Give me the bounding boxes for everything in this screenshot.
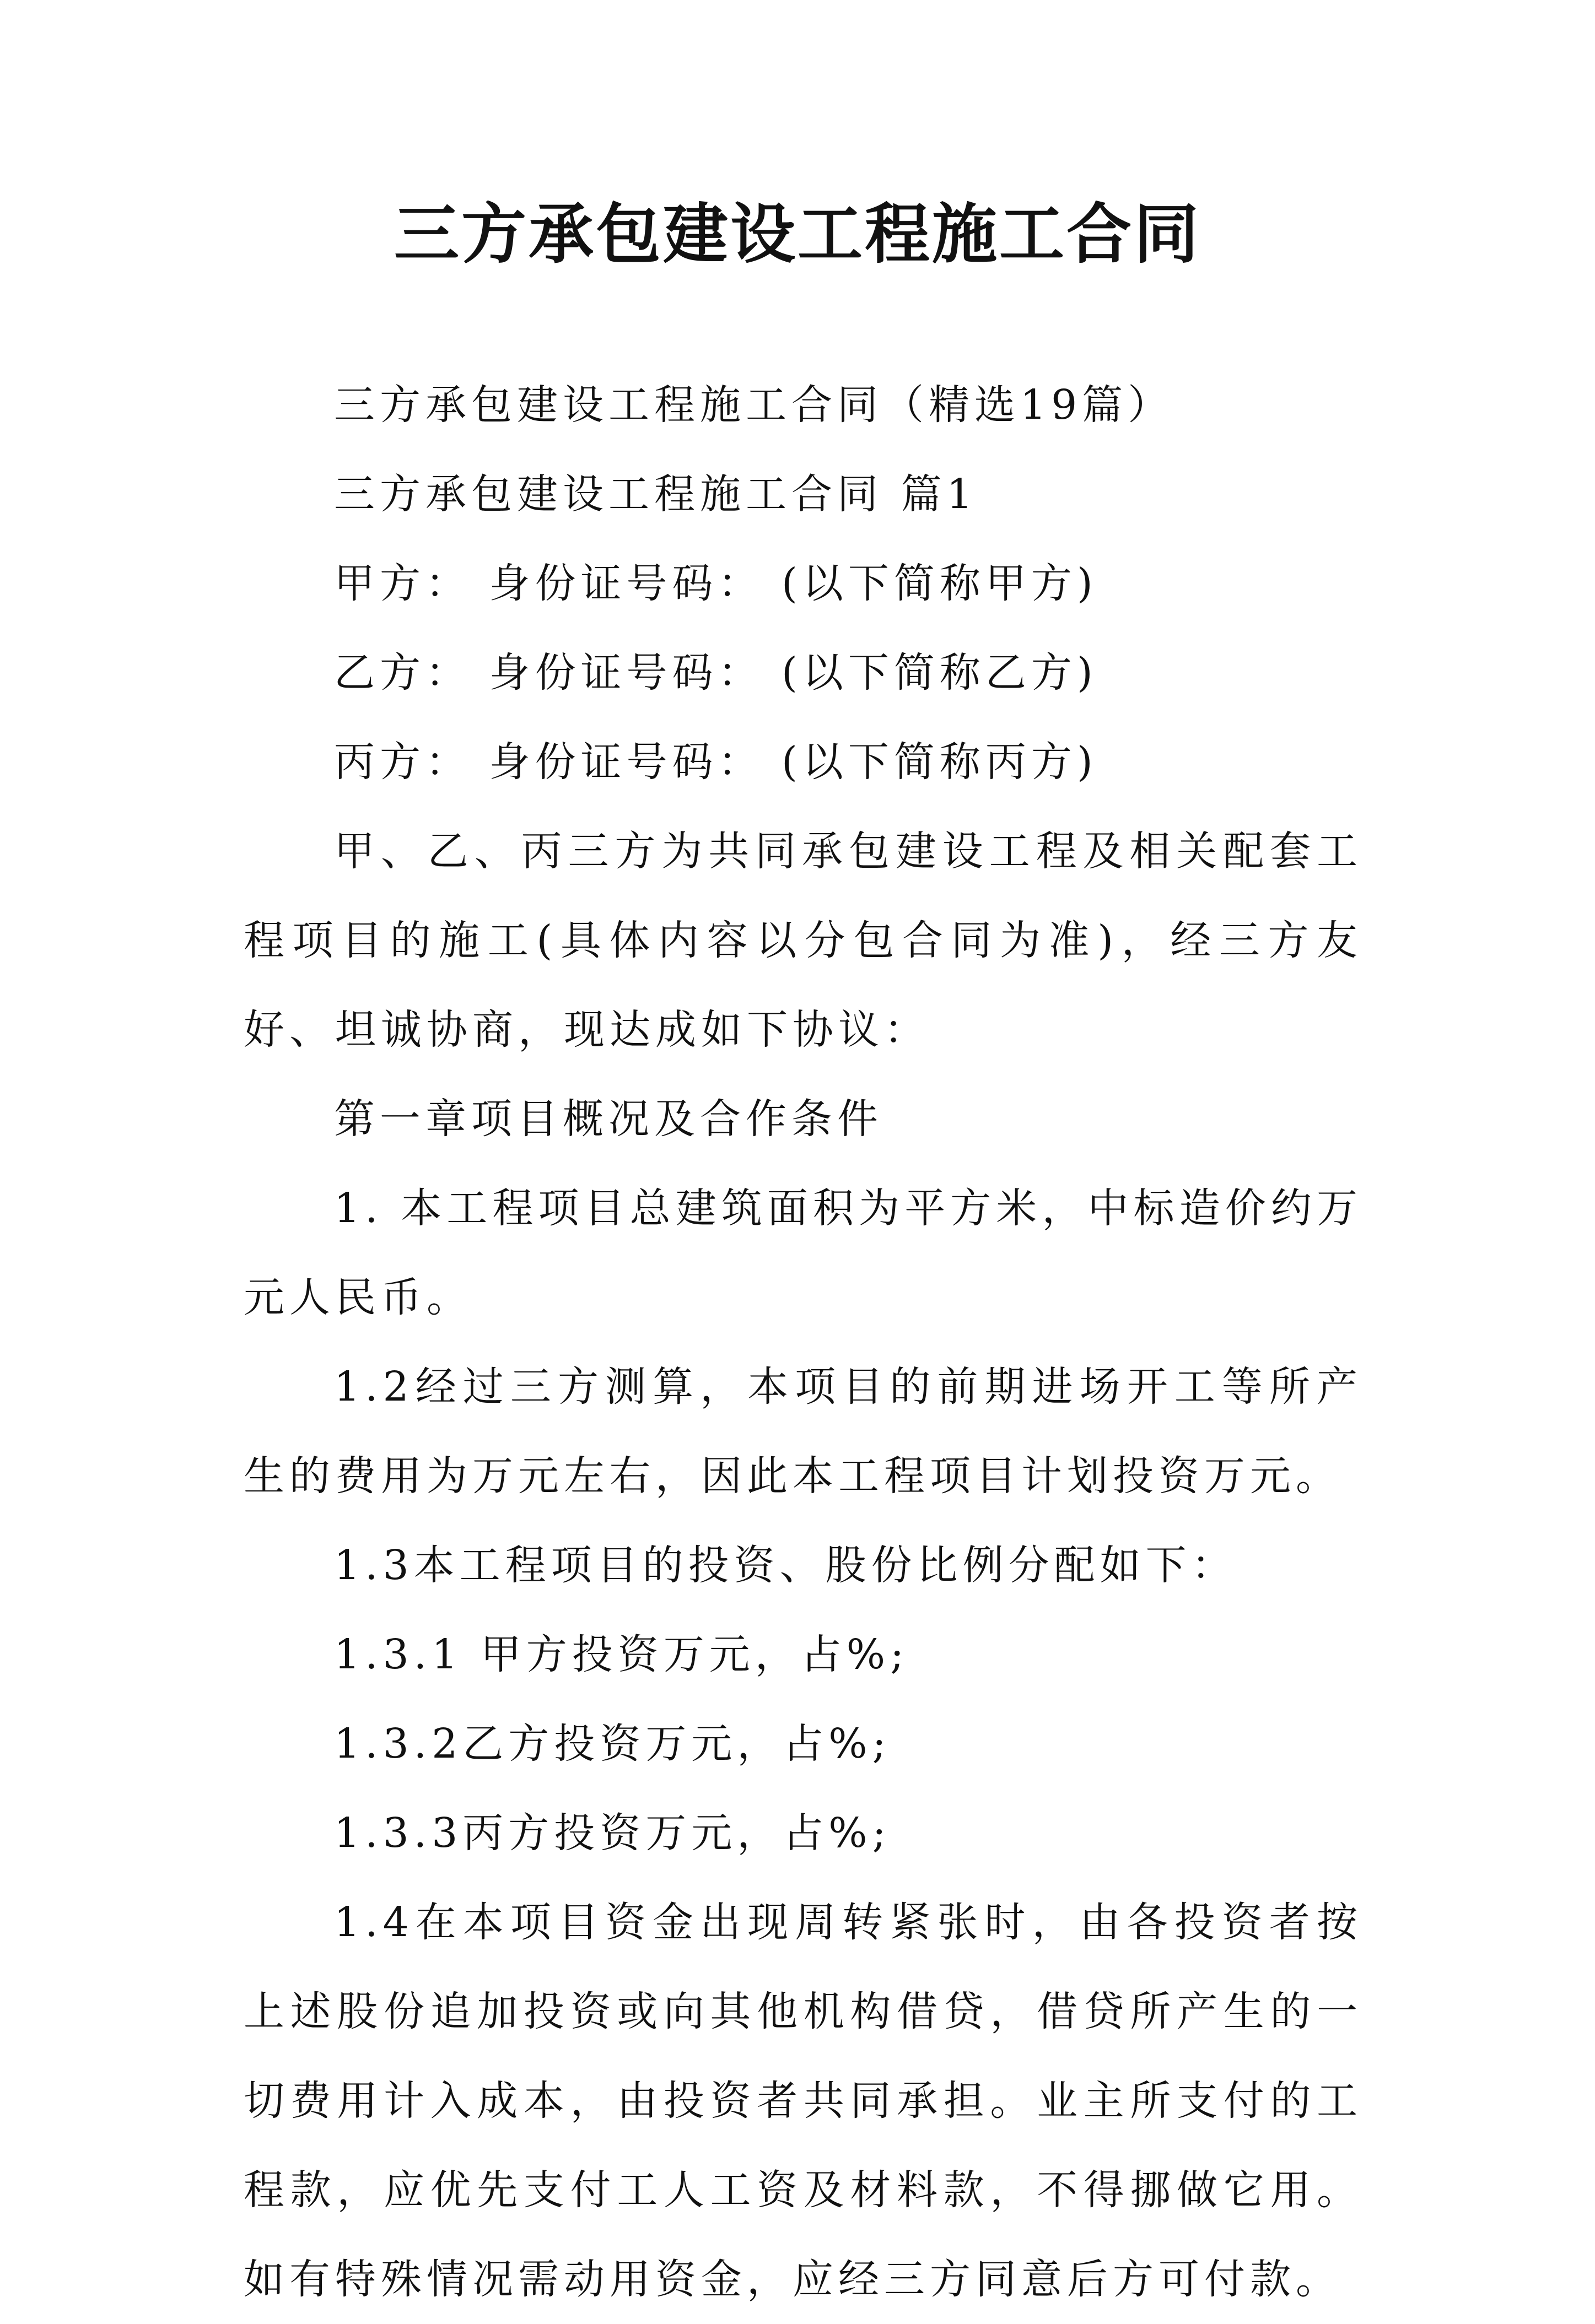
paragraph-party-b: 乙方： 身份证号码： (以下简称乙方) — [334, 649, 1098, 696]
document-title: 三方承包建设工程施工合同 — [394, 196, 1201, 272]
paragraph-clause-1-3-1: 1.3.1 甲方投资万元，占%; — [334, 1631, 909, 1678]
paragraph-clause-1-3-3: 1.3.3丙方投资万元，占%; — [334, 1809, 891, 1857]
paragraph-clause-1-3: 1.3本工程项目的投资、股份比例分配如下： — [334, 1542, 1237, 1589]
paragraph-preamble: 甲、乙、丙三方为共同承包建设工程及相关配套工程项目的施工(具体内容以分包合同为准)，经三方友好、坦诚协商，现达成如下协议： — [244, 828, 1362, 1053]
paragraph-party-a: 甲方： 身份证号码： (以下简称甲方) — [334, 560, 1098, 607]
paragraph-clause-1-1: 1. 本工程项目总建筑面积为平方米，中标造价约万元人民币。 — [244, 1185, 1362, 1321]
paragraph-clause-1-2: 1.2经过三方测算，本项目的前期进场开工等所产生的费用为万元左右，因此本工程项目计划投资万元。 — [244, 1363, 1362, 1500]
paragraph-section-heading: 三方承包建设工程施工合同 篇1 — [334, 471, 978, 518]
paragraph-clause-1-3-2: 1.3.2乙方投资万元，占%; — [334, 1720, 891, 1768]
paragraph-collection-title: 三方承包建设工程施工合同（精选19篇） — [334, 381, 1174, 429]
document-body — [244, 360, 1362, 2324]
paragraph-chapter-1-heading: 第一章项目概况及合作条件 — [334, 1095, 883, 1143]
paragraph-party-c: 丙方： 身份证号码： (以下简称丙方) — [334, 738, 1098, 786]
paragraph-clause-1-4: 1.4在本项目资金出现周转紧张时，由各投资者按上述股份追加投资或向其他机构借贷，借贷所产生的一切费用计入成本，由投资者共同承担。业主所支付的工程款，应优先支付工人工资及材料款，不得挪做它用。如有特殊情况需动用资金，应经三方同意后方可付款。 — [244, 1899, 1362, 2303]
